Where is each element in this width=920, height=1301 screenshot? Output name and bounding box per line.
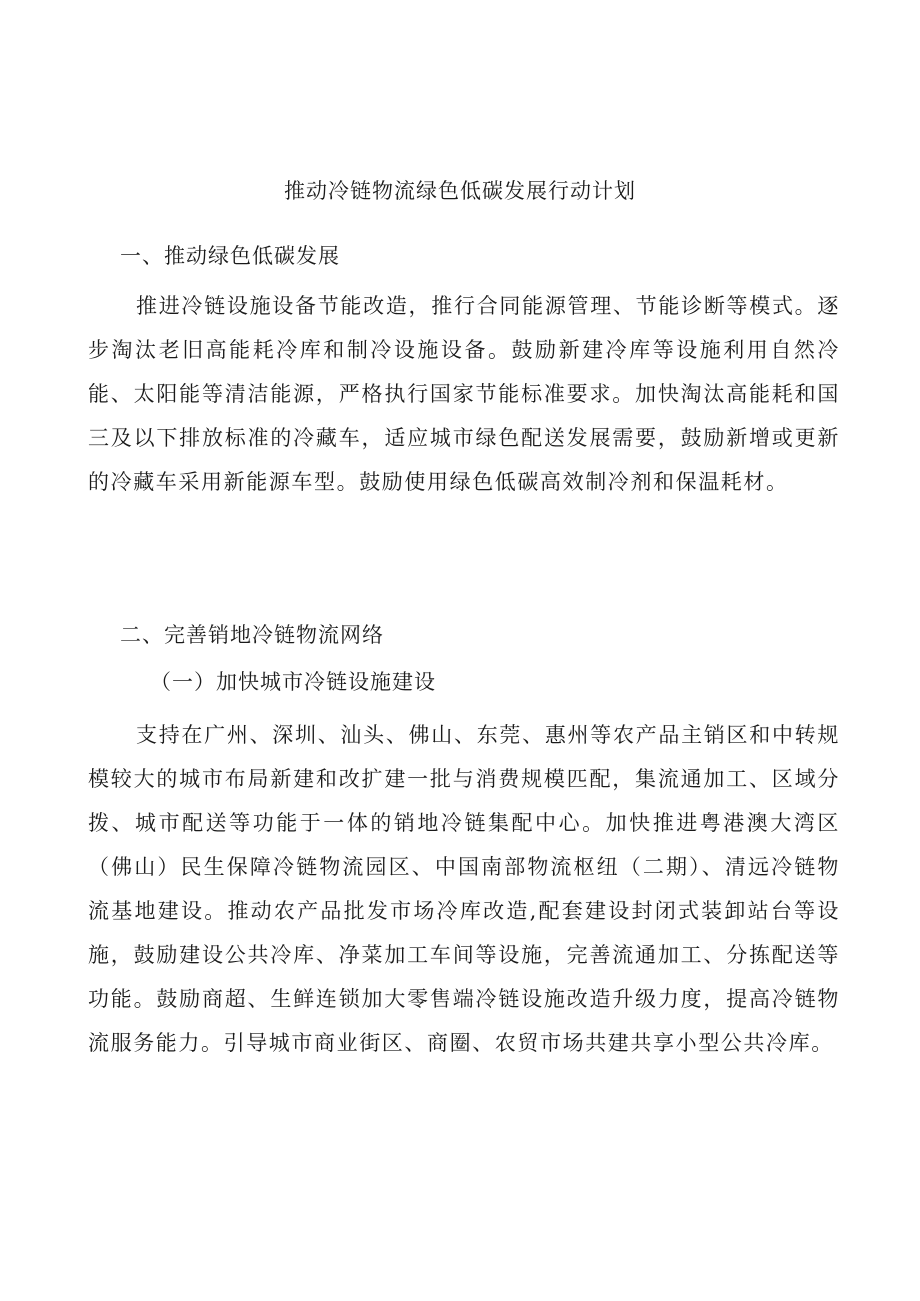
- section-2-heading: 二、完善销地冷链物流网络: [120, 623, 384, 647]
- section-2-subheading: （一）加快城市冷链设施建设: [150, 670, 436, 694]
- section-2-paragraph: 支持在广州、深圳、汕头、佛山、东莞、惠州等农产品主销区和中转规模较大的城市布局新建和改扩建一批与消费规模匹配，集流通加工、区域分拨、城市配送等功能于一体的销地冷链集配中心。加快推进粤港澳大湾区（佛山）民生保障冷链物流园区、中国南部物流枢纽（二期）、清远冷链物流基地建设。推动农产品批发市场冷库改造,配套建设封闭式装卸站台等设施，鼓励建设公共冷库、净菜加工车间等设施，完善流通加工、分拣配送等功能。鼓励商超、生鲜连锁加大零售端冷链设施改造升级力度，提高冷链物流服务能力。引导城市商业街区、商圈、农贸市场共建共享小型公共冷库。: [88, 723, 840, 1055]
- document-title: 推动冷链物流绿色低碳发展行动计划: [284, 179, 636, 203]
- section-1-heading: 一、推动绿色低碳发展: [120, 244, 340, 268]
- section-1-paragraph: 推进冷链设施设备节能改造，推行合同能源管理、节能诊断等模式。逐步淘汰老旧高能耗冷库和制冷设施设备。鼓励新建冷库等设施利用自然冷能、太阳能等清洁能源，严格执行国家节能标准要求。加快淘汰高能耗和国三及以下排放标准的冷藏车，适应城市绿色配送发展需要，鼓励新增或更新的冷藏车采用新能源车型。鼓励使用绿色低碳高效制冷剂和保温耗材。: [88, 294, 840, 494]
